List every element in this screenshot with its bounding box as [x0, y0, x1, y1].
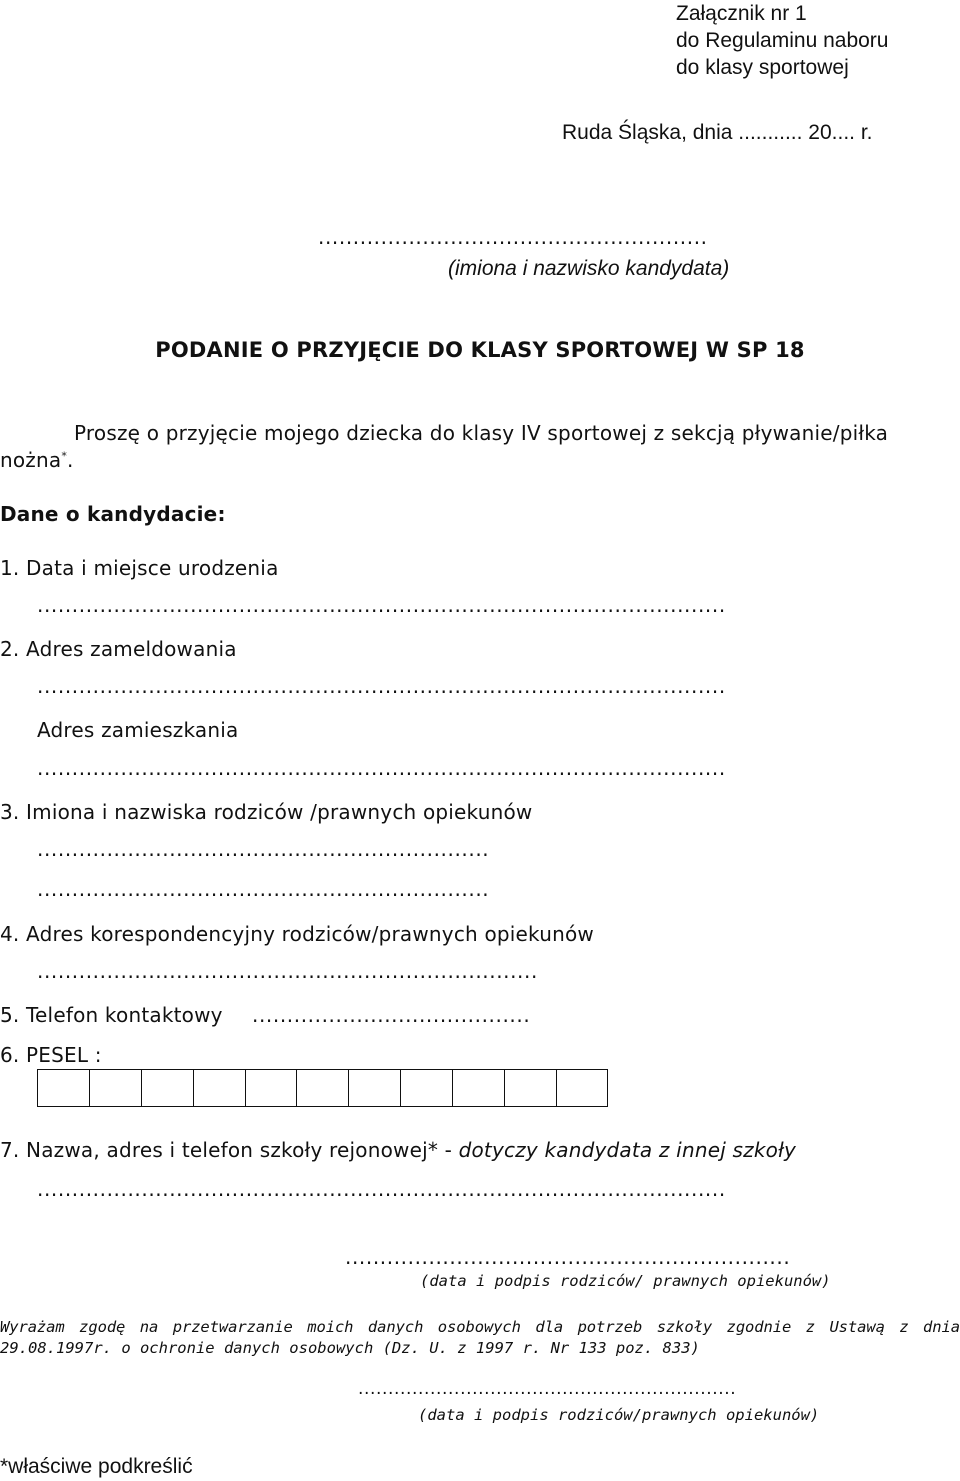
field-phone-dots: ........................................: [252, 1003, 531, 1027]
field-correspondence-address-label: 4. Adres korespondencyjny rodziców/prawnych opiekunów: [0, 922, 594, 946]
attachment-regulation: do Regulaminu naboru: [676, 29, 889, 52]
place-date: Ruda Śląska, dnia ........... 20.... r.: [562, 121, 873, 144]
field-registered-address-dots: ...................................................................................................: [37, 674, 726, 698]
consent-line-1: Wyrażam zgodę na przetwarzanie moich danych osobowych dla potrzeb szkoły zgodnie z Ustawą z dnia: [0, 1318, 960, 1336]
signature-1-dots: ................................................................: [345, 1245, 791, 1269]
field-school-note: dotyczy kandydata z innej szkoły: [458, 1138, 797, 1162]
page-title: PODANIE O PRZYJĘCIE DO KLASY SPORTOWEJ W SP 18: [155, 338, 805, 362]
field-correspondence-address-dots: ........................................................................: [37, 959, 538, 983]
pesel-digit-box[interactable]: [37, 1069, 89, 1107]
pesel-digit-box[interactable]: [193, 1069, 245, 1107]
request-period: .: [67, 448, 74, 472]
field-parents-names-dots-2: .................................................................: [37, 877, 490, 901]
pesel-digit-box[interactable]: [348, 1069, 400, 1107]
pesel-digit-box[interactable]: [504, 1069, 556, 1107]
request-line-2: [0, 448, 74, 472]
pesel-digit-box[interactable]: [141, 1069, 193, 1107]
field-phone-label: 5. Telefon kontaktowy: [0, 1003, 223, 1027]
field-school-label: [0, 1138, 796, 1162]
field-school-dots: ...................................................................................................: [37, 1177, 726, 1201]
request-sport: nożna: [0, 448, 62, 472]
candidate-name-dots: ........................................................: [318, 225, 708, 249]
field-residence-address-label: Adres zamieszkania: [37, 718, 239, 742]
candidate-name-caption: (imiona i nazwisko kandydata): [448, 257, 730, 280]
field-birth-label: 1. Data i miejsce urodzenia: [0, 556, 279, 580]
field-birth-dots: ...................................................................................................: [37, 593, 726, 617]
page-title-wrap: [0, 338, 960, 362]
field-residence-address-dots: ...................................................................................................: [37, 756, 726, 780]
field-school-text: 7. Nazwa, adres i telefon szkoły rejonowej* -: [0, 1138, 459, 1162]
attachment-class: do klasy sportowej: [676, 56, 849, 79]
pesel-digit-box[interactable]: [400, 1069, 452, 1107]
attachment-number: Załącznik nr 1: [676, 2, 807, 25]
field-parents-names-dots-1: .................................................................: [37, 837, 490, 861]
footnote-mark: *: [61, 449, 68, 463]
pesel-digit-box[interactable]: [556, 1069, 608, 1107]
field-pesel-label: 6. PESEL :: [0, 1043, 102, 1067]
pesel-digit-box[interactable]: [296, 1069, 348, 1107]
field-parents-names-label: 3. Imiona i nazwiska rodziców /prawnych opiekunów: [0, 800, 533, 824]
section-heading: Dane o kandydacie:: [0, 502, 226, 526]
request-line-1: Proszę o przyjęcie mojego dziecka do klasy IV sportowej z sekcją pływanie/piłka: [74, 421, 889, 445]
signature-2-dots: ...............................................................: [358, 1379, 737, 1399]
pesel-digit-box[interactable]: [89, 1069, 141, 1107]
pesel-boxes: [37, 1069, 608, 1107]
signature-2-caption: (data i podpis rodziców/prawnych opiekunów): [418, 1406, 820, 1424]
pesel-digit-box[interactable]: [245, 1069, 297, 1107]
field-registered-address-label: 2. Adres zameldowania: [0, 637, 237, 661]
consent-line-2: 29.08.1997r. o ochronie danych osobowych (Dz. U. z 1997 r. Nr 133 poz. 833): [0, 1339, 700, 1357]
pesel-digit-box[interactable]: [452, 1069, 504, 1107]
signature-1-caption: (data i podpis rodziców/ prawnych opiekunów): [420, 1272, 831, 1290]
footnote: *właściwe podkreślić: [0, 1455, 193, 1478]
